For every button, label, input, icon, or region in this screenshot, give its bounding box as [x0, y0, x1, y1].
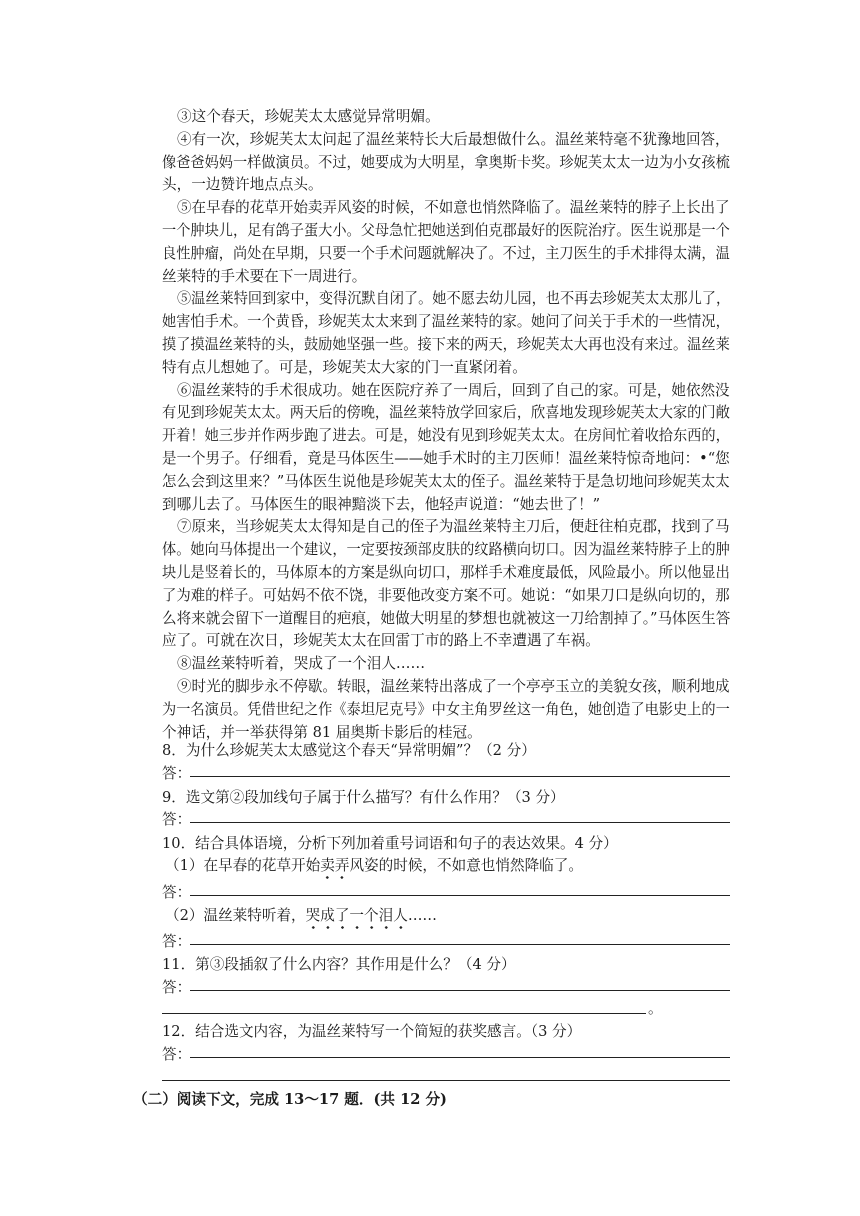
passage-line: 体。她向马体提出一个建议，一定要按颈部皮肤的纹路横向切口。因为温丝莱特脖子上的肿 [162, 541, 730, 559]
answer-line-8[interactable] [190, 776, 730, 777]
question-10-sub-1 [165, 854, 583, 875]
question-12: 12．结合选文内容，为温丝莱特写一个简短的获奖感言。（3 分） [162, 1023, 582, 1040]
answer-line-12b[interactable] [162, 1080, 730, 1081]
sub2-post: …… [407, 907, 437, 924]
passage-line: ⑦原来，当珍妮芙太太得知是自己的侄子为温丝莱特主刀后，便赶往柏克郡，找到了马 [177, 518, 730, 536]
answer-label-9: 答： [162, 811, 192, 828]
passage-line: 一个肿块儿，足有鸽子蛋大小。父母急忙把她送到伯克郡最好的医院治疗。医生说那是一个 [162, 222, 730, 239]
answer-label-11: 答： [162, 979, 192, 996]
passage-line: 像爸爸妈妈一样做演员。不过，她要成为大明星，拿奥斯卡奖。珍妮芙太太一边为小女孩梳 [162, 153, 730, 171]
question-9: 9．选文第②段加线句子属于什么描写？有什么作用？（3 分） [162, 789, 565, 806]
question-10-sub-2 [165, 904, 437, 925]
passage-line: ⑤温丝莱特回到家中，变得沉默自闭了。她不愿去幼儿园，也不再去珍妮芙太太那儿了， [177, 290, 731, 308]
sub1-emphasis: 卖弄 [320, 857, 350, 874]
passage-line: 应了。可就在次日，珍妮芙太太在回雷丁市的路上不幸遭遇了车祸。 [162, 632, 600, 650]
passage-line: 有见到珍妮芙太太。两天后的傍晚，温丝莱特放学回家后，欣喜地发现珍妮芙太大家的门敞 [162, 404, 730, 422]
passage-line: 摸了摸温丝莱特的头，鼓励她坚强一些。接下来的两天，珍妮芙太大再也没有来过。温丝莱 [162, 336, 730, 353]
answer-period: 。 [648, 1000, 663, 1017]
passage-line: 特有点儿想她了。可是，珍妮芙太大家的门一直紧闭着。 [162, 358, 527, 376]
question-8: 8．为什么珍妮芙太太感觉这个春天“异常明媚”？（2 分） [162, 742, 536, 759]
passage-line: 到哪儿去了。马体医生的眼神黯淡下去，他轻声说道：“她去世了！” [162, 495, 601, 513]
passage-line: 是一个男子。仔细看，竟是马体医生——她手术时的主刀医师！温丝莱特惊奇地问：•“您 [162, 450, 730, 467]
passage-line: 么将来就会留下一道醒目的疤痕，她做大明星的梦想也就被这一刀给割掉了。”马体医生答 [162, 609, 731, 627]
question-10: 10．结合具体语境，分析下列加着重号词语和句子的表达效果。4 分） [162, 835, 618, 852]
passage-line: 块儿是竖着长的，马体原本的方案是纵向切口，那样手术难度最低，风险最小。所以他显出 [162, 564, 730, 581]
passage-line: ⑥温丝莱特的手术很成功。她在医院疗养了一周后，回到了自己的家。可是，她依然没 [177, 381, 730, 399]
passage-line: ③这个春天，珍妮芙太太感觉异常明媚。 [177, 108, 440, 125]
answer-label-8: 答： [162, 765, 192, 782]
section-heading: （二）阅读下文，完成 13～17 题．(共 12 分) [133, 1091, 447, 1108]
answer-line-10-1[interactable] [190, 895, 730, 896]
passage-line: 良性肿瘤，尚处在早期，只要一个手术问题就解决了。不过，主刀医生的手术排得太满，温 [162, 244, 730, 262]
answer-line-12a[interactable] [190, 1057, 730, 1058]
answer-line-10-2[interactable] [190, 944, 730, 945]
passage-line: 她害怕手术。一个黄昏，珍妮芙太太来到了温丝莱特的家。她问了问关于手术的一些情况， [162, 313, 730, 331]
passage-line: 个神话，并一举获得第 81 届奥斯卡影后的桂冠。 [162, 723, 482, 741]
passage-line: 了为难的样子。可姑妈不依不饶，非要他改变方案不可。她说：“如果刀口是纵向切的，那 [162, 586, 730, 604]
passage-line: 为一名演员。凭借世纪之作《泰坦尼克号》中女主角罗丝这一角色，她创造了电影史上的一 [162, 700, 730, 718]
sub2-pre: （2）温丝莱特听着， [165, 907, 306, 924]
passage-line: 开着！她三步并作两步跑了进去。可是，她没有见到珍妮芙太太。在房间忙着收拾东西的， [162, 427, 730, 445]
answer-label-10-1: 答： [162, 884, 192, 901]
passage-line: 丝莱特的手术要在下一周进行。 [162, 267, 367, 285]
passage-line: 怎么会到这里来？”马体医生说他是珍妮芙太太的侄子。温丝莱特于是急切地问珍妮芙太太 [162, 472, 730, 490]
answer-line-11b[interactable] [162, 1013, 646, 1014]
sub1-post: 风姿的时候，不如意也悄然降临了。 [349, 857, 583, 874]
passage-line: 头，一边赞许地点点头。 [162, 176, 323, 194]
sub1-pre: （1）在早春的花草开始 [165, 857, 321, 874]
passage-line: ④有一次，珍妮芙太太问起了温丝莱特长大后最想做什么。温丝莱特毫不犹豫地回答， [177, 130, 730, 148]
sub2-emphasis: 哭成了一个泪人 [305, 907, 408, 924]
question-11: 11．第③段插叙了什么内容？其作用是什么？（4 分） [162, 956, 516, 973]
answer-label-10-2: 答： [162, 933, 192, 950]
answer-line-9[interactable] [190, 822, 730, 823]
answer-line-11a[interactable] [190, 990, 730, 991]
passage-line: ⑧温丝莱特听着，哭成了一个泪人…… [177, 655, 426, 673]
answer-label-12: 答： [162, 1046, 192, 1063]
passage-line: ⑨时光的脚步永不停歇。转眼，温丝莱特出落成了一个亭亭玉立的美貌女孩，顺利地成 [177, 678, 730, 695]
passage-line: ⑤在早春的花草开始卖弄风姿的时候，不如意也悄然降临了。温丝莱特的脖子上长出了 [177, 199, 730, 217]
